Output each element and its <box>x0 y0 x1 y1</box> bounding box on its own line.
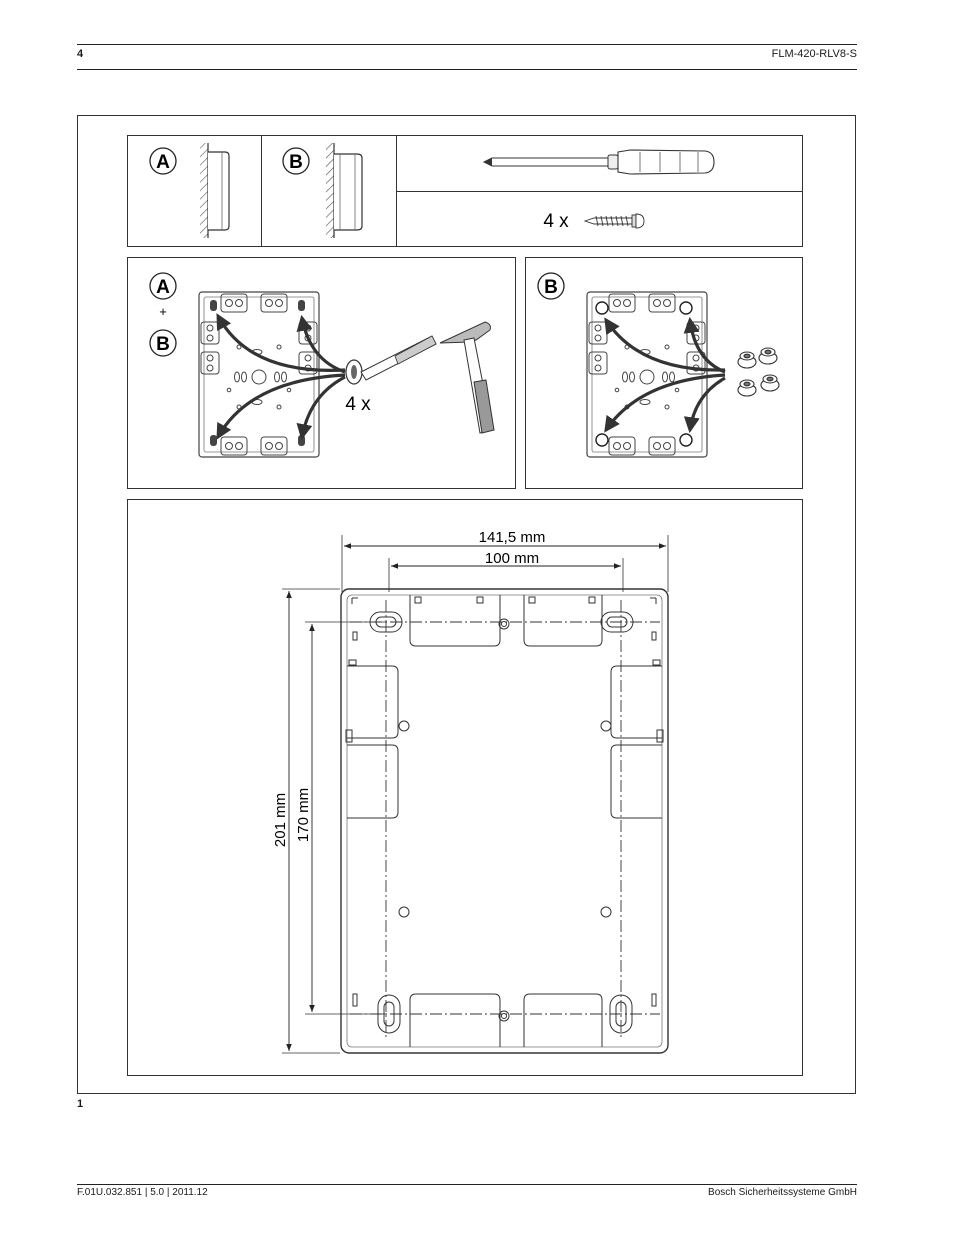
screw-count: 4 x <box>543 211 569 232</box>
knockout-plug-icon <box>346 360 362 384</box>
panel2-label-a-badge <box>150 273 176 299</box>
figure-number: 1 <box>77 1098 84 1110</box>
panel1-label-b-badge <box>283 148 309 174</box>
hammer-icon <box>440 322 494 433</box>
backbox-gland-view <box>587 292 707 457</box>
page-number: 4 <box>77 48 84 60</box>
footer-doc-ref: F.01U.032.851 | 5.0 | 2011.12 <box>77 1187 208 1198</box>
panel2-label-b-badge <box>150 330 176 356</box>
panel2-label-a: A <box>156 277 170 298</box>
flush-mount-sketch <box>200 143 229 238</box>
centerlines <box>350 600 660 1040</box>
panel2-label-b: B <box>156 334 170 355</box>
backbox-outline-large <box>341 589 668 1053</box>
panel3-label-b-badge <box>538 273 564 299</box>
panel1-label-b: B <box>289 152 303 173</box>
surface-mount-sketch <box>326 143 362 238</box>
knockout-count: 4 x <box>345 394 371 415</box>
width-holes-label: 100 mm <box>484 550 540 567</box>
panel1-label-a-badge <box>150 148 176 174</box>
cable-gland-icons <box>738 348 779 396</box>
height-outer-label: 201 mm <box>272 792 289 848</box>
panel3-label-b: B <box>544 277 558 298</box>
height-holes-label: 170 mm <box>295 787 312 843</box>
screw-icon <box>585 214 644 228</box>
panel2-plus-sign: + <box>159 304 167 319</box>
footer-rule <box>77 1184 857 1185</box>
dimension-width-holes <box>389 550 623 592</box>
width-outer-label: 141,5 mm <box>478 529 546 546</box>
document-code: FLM-420-RLV8-S <box>771 48 857 60</box>
screwdriver-icon <box>484 150 714 174</box>
footer-company: Bosch Sicherheitssysteme GmbH <box>708 1187 857 1198</box>
chisel-icon <box>361 336 436 380</box>
panel1-label-a: A <box>156 152 170 173</box>
